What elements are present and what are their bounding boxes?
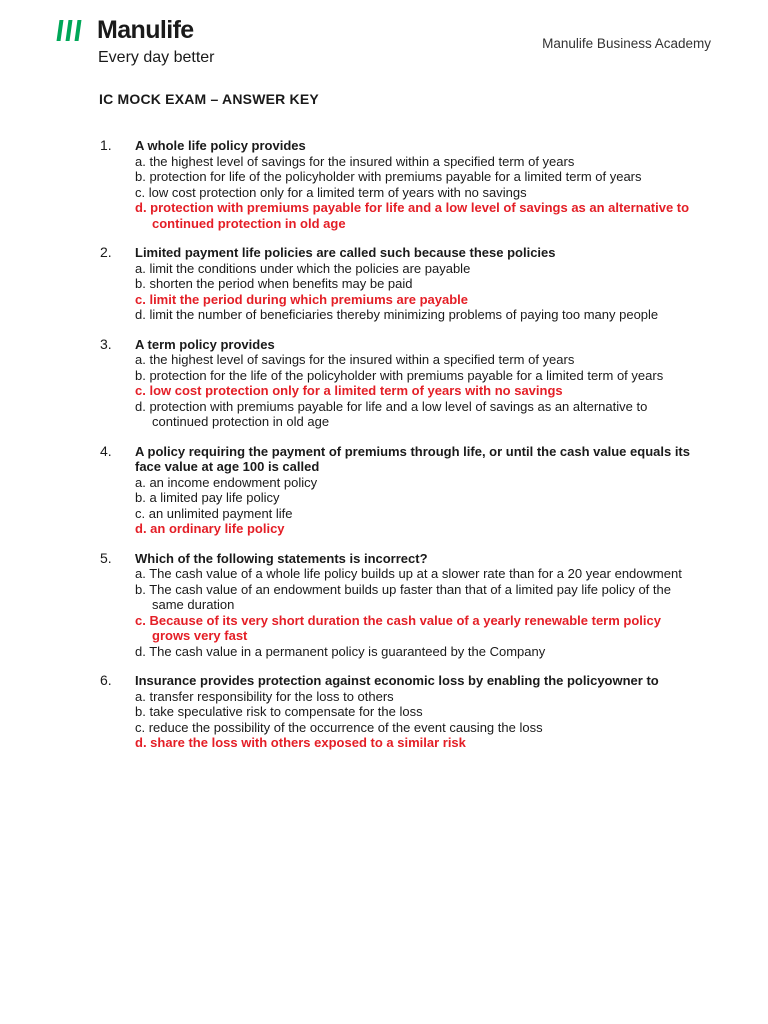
question-number: 5.	[100, 549, 112, 566]
answer-option: b. take speculative risk to compensate for the loss	[135, 704, 423, 719]
question-number: 6.	[100, 672, 112, 688]
answer-option: a. limit the conditions under which the policies are payable	[135, 260, 471, 276]
answer-option: b. protection for life of the policyholder with premiums payable for a limited term of years	[135, 169, 642, 184]
question-text: Which of the following statements is incorrect?	[135, 550, 428, 566]
answer-option: c. low cost protection only for a limited term of years with no savings	[135, 184, 527, 200]
answer-option: d. protection with premiums payable for life and a low level of savings as an alternative to continued protection in old age	[135, 398, 648, 429]
answer-option: a. an income endowment policy	[135, 474, 318, 490]
answer-option: c. an unlimited payment life	[135, 505, 293, 521]
question-number: 3.	[100, 335, 112, 352]
page-title: IC MOCK EXAM – ANSWER KEY	[99, 91, 319, 107]
question-item	[100, 673, 700, 751]
answer-option: d. limit the number of beneficiaries thereby minimizing problems of paying too many people	[135, 307, 659, 322]
question-text: A whole life policy provides	[135, 138, 306, 153]
academy-name: Manulife Business Academy	[542, 36, 711, 51]
question-text: A policy requiring the payment of premiums through life, or until the cash value equals its face value at age 100 is called	[135, 443, 690, 474]
manulife-logo-icon	[58, 20, 80, 41]
question-item	[100, 337, 700, 430]
answer-option: c. Because of its very short duration the cash value of a yearly renewable term policy grows very fast	[135, 612, 661, 643]
question-item	[100, 245, 700, 323]
question-text: A term policy provides	[135, 336, 275, 352]
answer-option: a. The cash value of a whole life policy builds up at a slower rate than for a 20 year endowment	[135, 566, 682, 581]
answer-option: d. The cash value in a permanent policy is guaranteed by the Company	[135, 643, 546, 659]
question-number: 1.	[100, 137, 112, 153]
question-list	[100, 138, 700, 765]
brand-name: Manulife	[97, 16, 194, 44]
answer-option: b. protection for the life of the policyholder with premiums payable for a limited term of years	[135, 367, 664, 383]
question-item	[100, 444, 700, 537]
answer-option: a. the highest level of savings for the insured within a specified term of years	[135, 153, 575, 169]
answer-option: b. a limited pay life policy	[135, 490, 280, 505]
answer-option: c. limit the period during which premiums are payable	[135, 291, 469, 307]
answer-option: b. shorten the period when benefits may be paid	[135, 276, 413, 291]
answer-option: d. protection with premiums payable for life and a low level of savings as an alternative to continued protection in old age	[135, 200, 690, 231]
answer-option: a. transfer responsibility for the loss to others	[135, 688, 394, 704]
answer-option: d. share the loss with others exposed to a similar risk	[135, 735, 466, 750]
question-item	[100, 138, 700, 231]
question-item	[100, 551, 700, 660]
question-number: 2.	[100, 244, 112, 260]
question-text: Limited payment life policies are called such because these policies	[135, 245, 556, 260]
answer-option: b. The cash value of an endowment builds up faster than that of a limited pay life policy of the same duration	[135, 581, 671, 612]
brand-tagline: Every day better	[98, 49, 215, 66]
question-number: 4.	[100, 442, 112, 459]
question-text: Insurance provides protection against economic loss by enabling the policyowner to	[135, 673, 659, 688]
manulife-logo	[58, 17, 215, 67]
answer-option: c. reduce the possibility of the occurrence of the event causing the loss	[135, 719, 543, 735]
answer-option: c. low cost protection only for a limited term of years with no savings	[135, 383, 563, 398]
answer-option: d. an ordinary life policy	[135, 521, 285, 536]
answer-option: a. the highest level of savings for the insured within a specified term of years	[135, 352, 575, 367]
